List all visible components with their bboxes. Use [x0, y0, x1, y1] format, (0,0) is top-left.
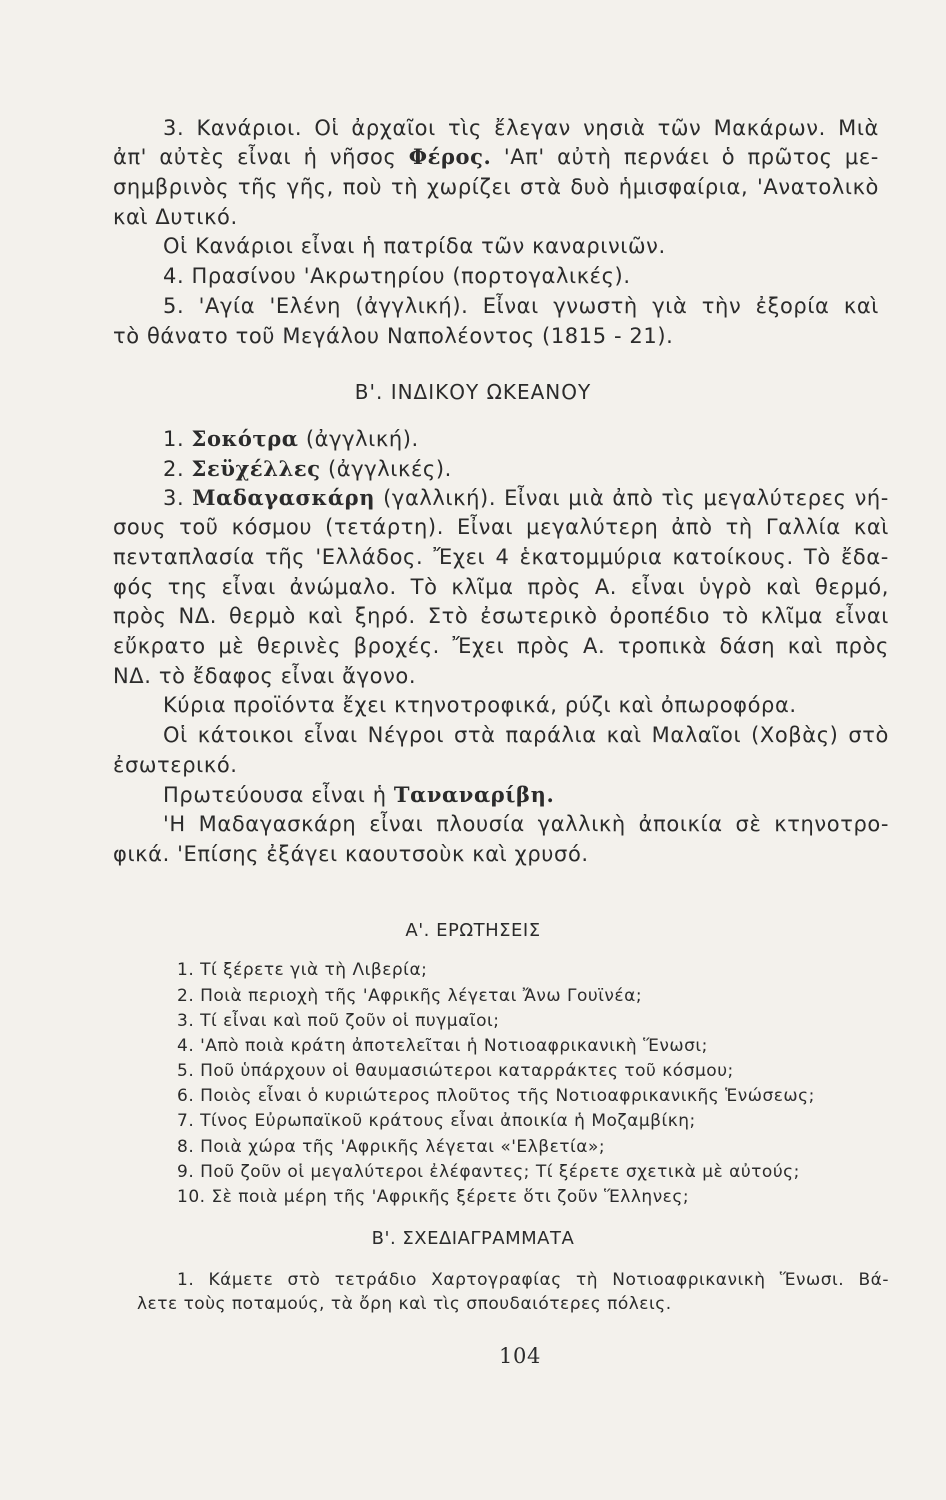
question-item: 3. Τί εἶναι καὶ ποῦ ζοῦν οἱ πυγμαῖοι; [177, 1011, 500, 1031]
text-line: καὶ Δυτικό. [113, 205, 238, 229]
page-number: 104 [499, 1344, 541, 1368]
list-item [163, 455, 452, 483]
question-item: 10. Σὲ ποιὰ μέρη τῆς 'Αφρικῆς ξέρετε ὅτι ζοῦν Ἕλληνες; [177, 1187, 690, 1207]
bold-place-name: Σεϋχέλλες [191, 456, 321, 481]
text-span: ἀπ' αὐτὲς εἶναι ἡ νῆσος [113, 145, 409, 169]
text-line: σους τοῦ κόσμου (τετάρτη). Εἶναι μεγαλύτερη ἀπὸ τὴ Γαλλία καὶ [113, 515, 889, 539]
text-span: Πρωτεύουσα εἶναι ἡ [163, 783, 394, 807]
text-line: 4. Πρασίνου 'Ακρωτηρίου (πορτογαλικές). [163, 264, 631, 288]
question-item: 9. Ποῦ ζοῦν οἱ μεγαλύτεροι ἐλέφαντες; Τί ξέρετε σχετικὰ μὲ αὐτούς; [177, 1162, 800, 1182]
text-line: φικά. 'Επίσης ἐξάγει καουτσοὺκ καὶ χρυσό. [113, 842, 589, 866]
text-line: Οἱ κάτοικοι εἶναι Νέγροι στὰ παράλια καὶ Μαλαῖοι (Χοβὰς) στὸ [163, 723, 889, 747]
question-item: 1. Τί ξέρετε γιὰ τὴ Λιβερία; [177, 960, 428, 980]
text-line: πρὸς ΝΔ. θερμὸ καὶ ξηρό. Στὸ ἐσωτερικὸ ὀροπέδιο τὸ κλῖμα εἶναι [113, 604, 889, 628]
exercise-line: λετε τοὺς ποταμούς, τὰ ὄρη καὶ τὶς σπουδαιότερες πόλεις. [137, 1294, 672, 1314]
text-line: Κύρια προϊόντα ἔχει κτηνοτροφικά, ρύζι καὶ ὀπωροφόρα. [163, 693, 797, 717]
question-item: 7. Τίνος Εὐρωπαϊκοῦ κράτους εἶναι ἀποικία ἡ Μοζαμβίκη; [177, 1111, 696, 1131]
item-number: 3. [163, 486, 193, 510]
text-line: πενταπλασία τῆς 'Ελλάδος. Ἔχει 4 ἑκατομμύρια κατοίκους. Τὸ ἔδα- [113, 545, 889, 569]
text-line [113, 143, 879, 171]
text-span: 'Απ' αὐτὴ περνάει ὁ πρῶτος με- [491, 145, 879, 169]
text-line: Οἱ Κανάριοι εἶναι ἡ πατρίδα τῶν καναρινιῶν. [163, 234, 666, 258]
bold-capital-name: Ταναναρίβη. [393, 782, 555, 807]
text-line: 3. Κανάριοι. Οἱ ἀρχαῖοι τὶς ἔλεγαν νησιὰ τῶν Μακάρων. Μιὰ [163, 116, 879, 140]
item-number: 2. [163, 457, 192, 481]
section-heading: Β'. ΙΝΔΙΚΟΥ ΩΚΕΑΝΟΥ [354, 380, 592, 404]
text-line: 'Η Μαδαγασκάρη εἶναι πλουσία γαλλικὴ ἀποικία σὲ κτηνοτρο- [163, 812, 889, 836]
question-item: 5. Ποῦ ὑπάρχουν οἱ θαυμασιώτεροι καταρράκτες τοῦ κόσμου; [177, 1061, 734, 1081]
text-line: 5. 'Αγία 'Ελένη (ἀγγλική). Εἶναι γνωστὴ γιὰ τὴν ἐξορία καὶ [163, 294, 879, 318]
question-item: 6. Ποιὸς εἶναι ὁ κυριώτερος πλοῦτος τῆς Νοτιοαφρικανικῆς Ἑνώσεως; [177, 1086, 815, 1106]
bold-place-name: Σοκότρα [191, 426, 299, 451]
text-line: ἐσωτερικό. [113, 753, 238, 777]
text-span: (ἀγγλική). [298, 427, 419, 451]
exercise-line: 1. Κάμετε στὸ τετράδιο Χαρτογραφίας τὴ Νοτιοαφρικανικὴ Ἕνωσι. Βά- [177, 1270, 889, 1290]
text-line [163, 781, 554, 809]
question-item: 8. Ποιὰ χώρα τῆς 'Αφρικῆς λέγεται «'Ελβετία»; [177, 1137, 606, 1157]
questions-heading: Α'. ΕΡΩΤΗΣΕΙΣ [405, 920, 541, 941]
text-line: ΝΔ. τὸ ἔδαφος εἶναι ἄγονο. [113, 664, 417, 688]
bold-place-name: Μαδαγασκάρη [192, 485, 376, 510]
text-span: (ἀγγλικές). [320, 457, 452, 481]
text-line: σημβρινὸς τῆς γῆς, ποὺ τὴ χωρίζει στὰ δυὸ ἡμισφαίρια, 'Ανατολικὸ [113, 175, 879, 199]
bold-place-name: Φέρος. [408, 144, 492, 169]
list-item [163, 425, 419, 453]
item-number: 1. [163, 427, 192, 451]
text-line: τὸ θάνατο τοῦ Μεγάλου Ναπολέοντος (1815 - 21). [113, 324, 674, 348]
diagrams-heading: Β'. ΣΧΕΔΙΑΓΡΑΜΜΑΤΑ [371, 1228, 575, 1249]
list-item [163, 484, 889, 512]
question-item: 4. 'Απὸ ποιὰ κράτη ἀποτελεῖται ἡ Νοτιοαφρικανικὴ Ἕνωσι; [177, 1036, 708, 1056]
question-item: 2. Ποιὰ περιοχὴ τῆς 'Αφρικῆς λέγεται Ἄνω Γουϊνέα; [177, 986, 643, 1006]
text-line: εὔκρατο μὲ θερινὲς βροχές. Ἔχει πρὸς Α. τροπικὰ δάση καὶ πρὸς [113, 634, 889, 658]
text-span: (γαλλική). Εἶναι μιὰ ἀπὸ τὶς μεγαλύτερες νή- [375, 486, 889, 510]
text-line: φός της εἶναι ἀνώμαλο. Τὸ κλῖμα πρὸς Α. εἶναι ὑγρὸ καὶ θερμό, [113, 575, 889, 599]
